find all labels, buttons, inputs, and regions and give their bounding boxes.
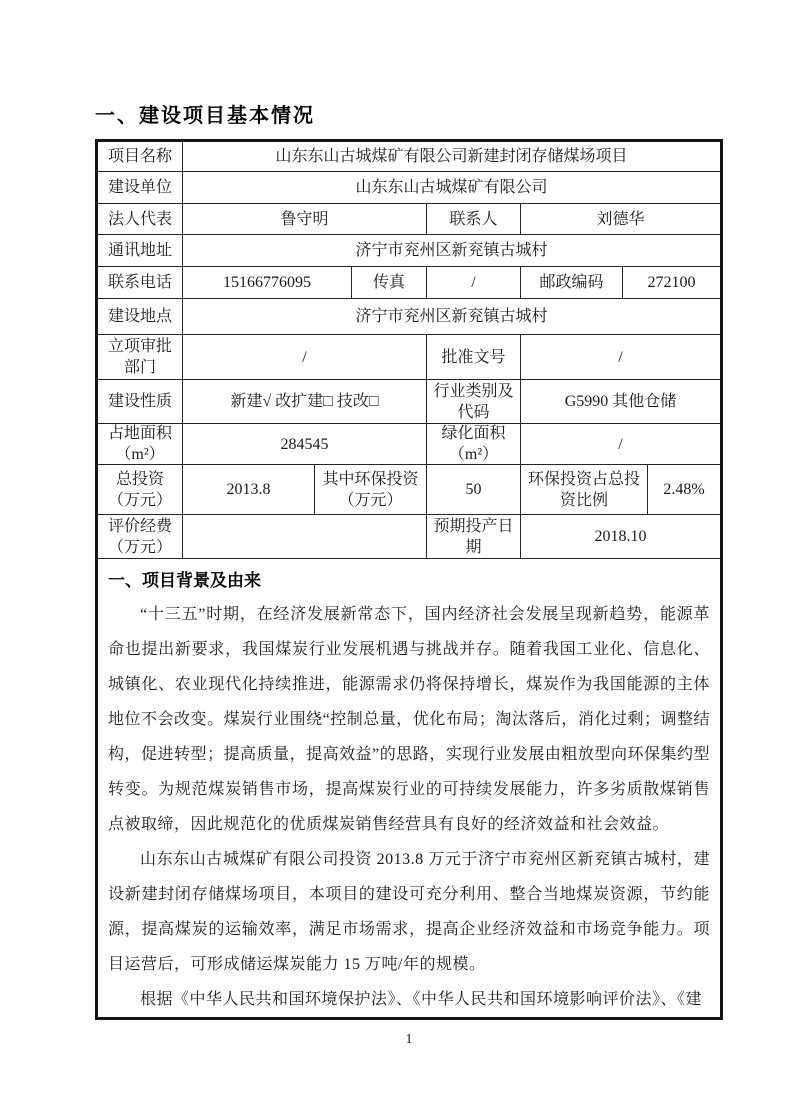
field-value-environmental-investment-ratio: 2.48% xyxy=(663,481,705,498)
table-row-total-investment xyxy=(98,465,720,515)
project-background-section xyxy=(98,559,720,1017)
page-number: 1 xyxy=(405,1032,413,1047)
table-row-land-area xyxy=(98,424,720,465)
field-label-phone: 联系电话 xyxy=(98,267,183,298)
field-value-industry-category: G5990 其他仓储 xyxy=(564,393,677,410)
field-value-green-area: / xyxy=(618,435,623,453)
field-label-expected-production-date: 预期投产日期 xyxy=(427,515,521,558)
field-value-phone: 15166776095 xyxy=(183,267,352,298)
field-label-contact-person: 联系人 xyxy=(427,204,521,234)
field-label-construction-site: 建设地点 xyxy=(98,299,183,334)
field-value-legal-representative: 鲁守明 xyxy=(183,204,427,234)
field-value-land-area: 284545 xyxy=(183,424,427,464)
field-value-postal-code: 272100 xyxy=(647,274,696,291)
field-label-land-area: 占地面积（m²） xyxy=(98,424,183,464)
table-row-construction-site xyxy=(98,299,720,335)
background-paragraph-1: “十三五”时期，在经济发展新常态下，国内经济社会发展呈现新趋势，能源革命也提出新要求，我国煤炭行业发展机遇与挑战并存。随着我国工业化、信息化、城镇化、农业现代化持续推进，能源需求仍将保持增长，煤炭作为我国能源的主体地位不会改变。煤炭行业围绕“控制总量，优化布局；淘汰落后，消化过剩；调整结构，促进转型；提高质量，提高效益”的思路，实现行业发展由粗放型向环保集约型转变。为规范煤炭销售市场，提高煤炭行业的可持续发展能力，许多劣质散煤销售点被取缔，因此规范化的优质煤炭销售经营具有良好的经济效益和社会效益。 xyxy=(108,606,710,833)
field-label-postal-code: 邮政编码 xyxy=(521,267,623,298)
project-basic-info-box xyxy=(95,139,723,1020)
field-value-approval-number: / xyxy=(618,348,623,366)
field-label-legal-representative: 法人代表 xyxy=(98,204,183,234)
table-row-approval-department xyxy=(98,335,720,380)
field-label-evaluation-fee: 评价经费（万元） xyxy=(98,515,183,558)
table-row-evaluation-fee xyxy=(98,515,720,559)
table-row-construction-unit xyxy=(98,172,720,204)
field-label-construction-nature: 建设性质 xyxy=(98,380,183,423)
field-value-construction-unit: 山东东山古城煤矿有限公司 xyxy=(355,179,548,196)
background-paragraph-3: 根据《中华人民共和国环境保护法》、《中华人民共和国环境影响评价法》、《建 xyxy=(140,991,703,1008)
background-paragraph-2: 山东东山古城煤矿有限公司投资 2013.8 万元于济宁市兖州区新兖镇古城村，建设新建封闭存储煤场项目，本项目的建设可充分利用、整合当地煤炭资源，节约能源，提高煤炭的运输效率，满足市场需求，提高企业经济效益和市场竞争能力。项目运营后，可形成储运煤炭能力 15 万吨/年的规模。 xyxy=(108,851,710,973)
field-label-approval-department: 立项审批部门 xyxy=(98,335,183,379)
field-value-fax: / xyxy=(427,267,521,298)
field-value-contact-person: 刘德华 xyxy=(596,210,645,228)
field-value-environmental-investment: 50 xyxy=(427,465,521,514)
field-label-mailing-address: 通讯地址 xyxy=(98,235,183,266)
table-row-mailing-address xyxy=(98,235,720,267)
field-label-construction-unit: 建设单位 xyxy=(98,172,183,203)
field-label-green-area: 绿化面积（m²） xyxy=(427,424,521,464)
field-label-environmental-investment-ratio: 环保投资占总投资比例 xyxy=(521,465,648,514)
table-row-project-name xyxy=(98,142,720,172)
field-label-fax: 传真 xyxy=(352,267,427,298)
field-value-expected-production-date: 2018.10 xyxy=(594,528,647,545)
field-label-environmental-investment: 其中环保投资（万元） xyxy=(315,465,427,514)
section-title: 一、建设项目基本情况 xyxy=(95,105,315,127)
table-row-legal-representative xyxy=(98,204,720,235)
table-row-construction-nature xyxy=(98,380,720,424)
field-value-evaluation-fee xyxy=(183,515,427,558)
field-value-approval-department: / xyxy=(183,335,427,379)
field-label-industry-category: 行业类别及代码 xyxy=(427,380,521,423)
field-label-approval-number: 批准文号 xyxy=(427,335,521,379)
field-value-total-investment: 2013.8 xyxy=(183,465,315,514)
field-value-construction-nature-checkboxes: 新建√ 改扩建□ 技改□ xyxy=(183,380,427,423)
background-heading: 一、项目背景及由来 xyxy=(108,571,261,590)
field-value-construction-site: 济宁市兖州区新兖镇古城村 xyxy=(355,308,548,325)
field-value-mailing-address: 济宁市兖州区新兖镇古城村 xyxy=(355,242,548,259)
field-label-total-investment: 总投资（万元） xyxy=(98,465,183,514)
field-label-project-name: 项目名称 xyxy=(98,142,183,171)
field-value-project-name: 山东东山古城煤矿有限公司新建封闭存储煤场项目 xyxy=(275,148,628,165)
table-row-contact-phone xyxy=(98,267,720,299)
